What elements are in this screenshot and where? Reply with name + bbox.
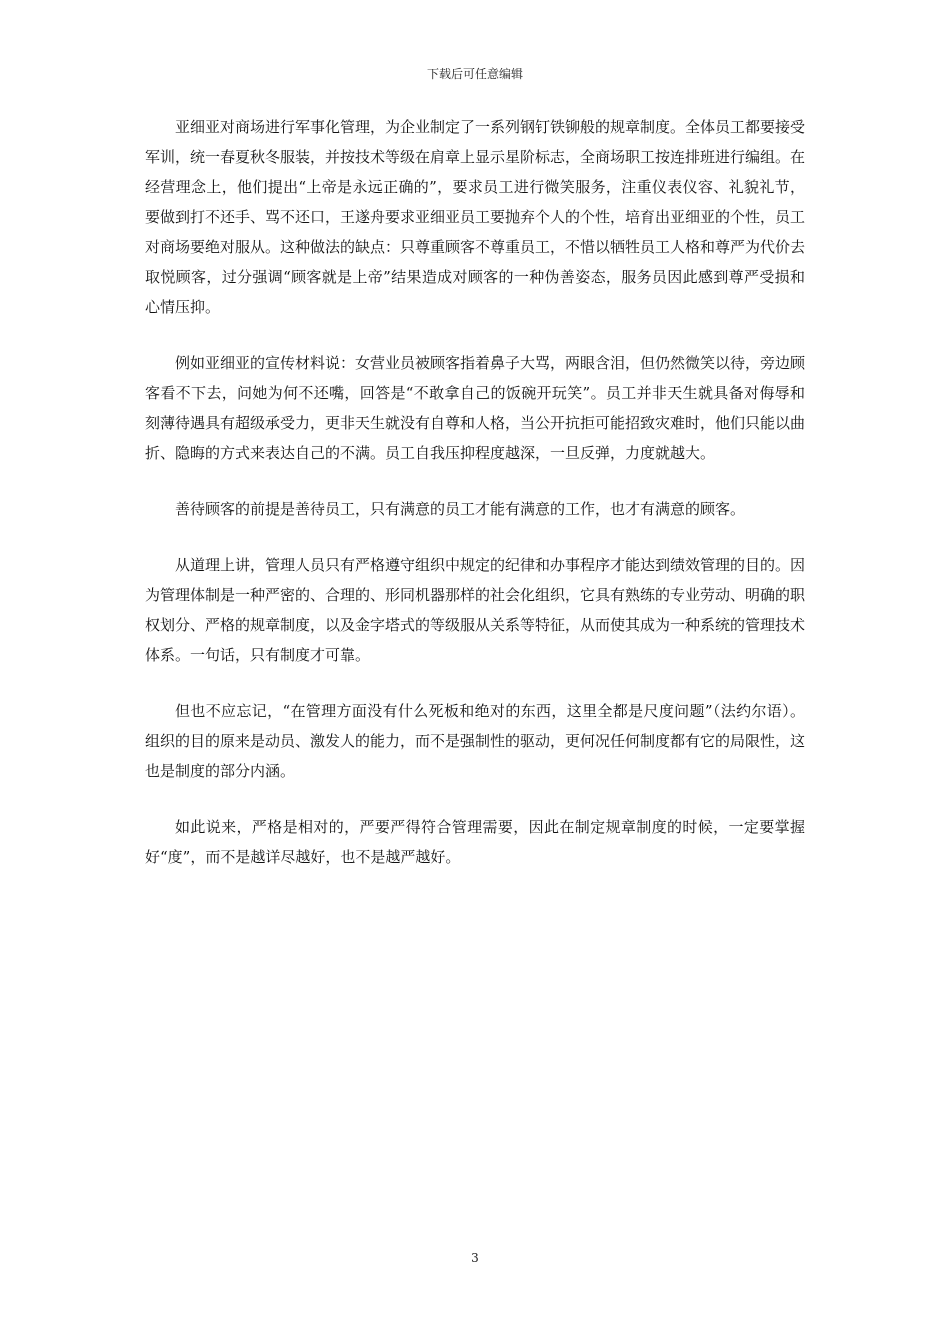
paragraph-6: 如此说来，严格是相对的，严要严得符合管理需要，因此在制定规章制度的时候，一定要掌握好“度”，而不是越详尽越好，也不是越严越好。 [145,818,805,866]
page-number: 3 [471,1251,479,1265]
paragraph-5: 但也不应忘记，“在管理方面没有什么死板和绝对的东西，这里全都是尺度问题”（法约尔语）。组织的目的原来是动员、激发人的能力，而不是强制性的驱动，更何况任何制度都有它的局限性，这也是制度的部分内涵。 [145,702,806,780]
paragraph-1: 亚细亚对商场进行军事化管理，为企业制定了一系列钢钉铁铆般的规章制度。全体员工都要接受军训，统一春夏秋冬服装，并按技术等级在肩章上显示星阶标志，全商场职工按连排班进行编组。在经营理念上，他们提出“上帝是永远正确的”，要求员工进行微笑服务，注重仪表仪容、礼貌礼节，要做到打不还手、骂不还口，王遂舟要求亚细亚员工要抛弃个人的个性，培育出亚细亚的个性，员工对商场要绝对服从。这种做法的缺点：只尊重顾客不尊重员工，不惜以牺牲员工人格和尊严为代价去取悦顾客，过分强调“顾客就是上帝”结果造成对顾客的一种伪善姿态，服务员因此感到尊严受损和心情压抑。 [145,118,806,316]
paragraph-3: 善待顾客的前提是善待员工，只有满意的员工才能有满意的工作，也才有满意的顾客。 [175,500,746,518]
paragraph-2: 例如亚细亚的宣传材料说：女营业员被顾客指着鼻子大骂，两眼含泪，但仍然微笑以待，旁边顾客看不下去，问她为何不还嘴，回答是“不敢拿自己的饭碗开玩笑”。员工并非天生就具备对侮辱和刻薄待遇具有超级承受力，更非天生就没有自尊和人格，当公开抗拒可能招致灾难时，他们只能以曲折、隐晦的方式来表达自己的不满。员工自我压抑程度越深，一旦反弹，力度就越大。 [145,354,806,462]
paragraph-4: 从道理上讲，管理人员只有严格遵守组织中规定的纪律和办事程序才能达到绩效管理的目的。因为管理体制是一种严密的、合理的、形同机器那样的社会化组织，它具有熟练的专业劳动、明确的职权划分、严格的规章制度，以及金字塔式的等级服从关系等特征，从而使其成为一种系统的管理技术体系。一句话，只有制度才可靠。 [145,556,806,664]
document-body [145,112,805,898]
header-note: 下载后可任意编辑 [426,67,523,81]
